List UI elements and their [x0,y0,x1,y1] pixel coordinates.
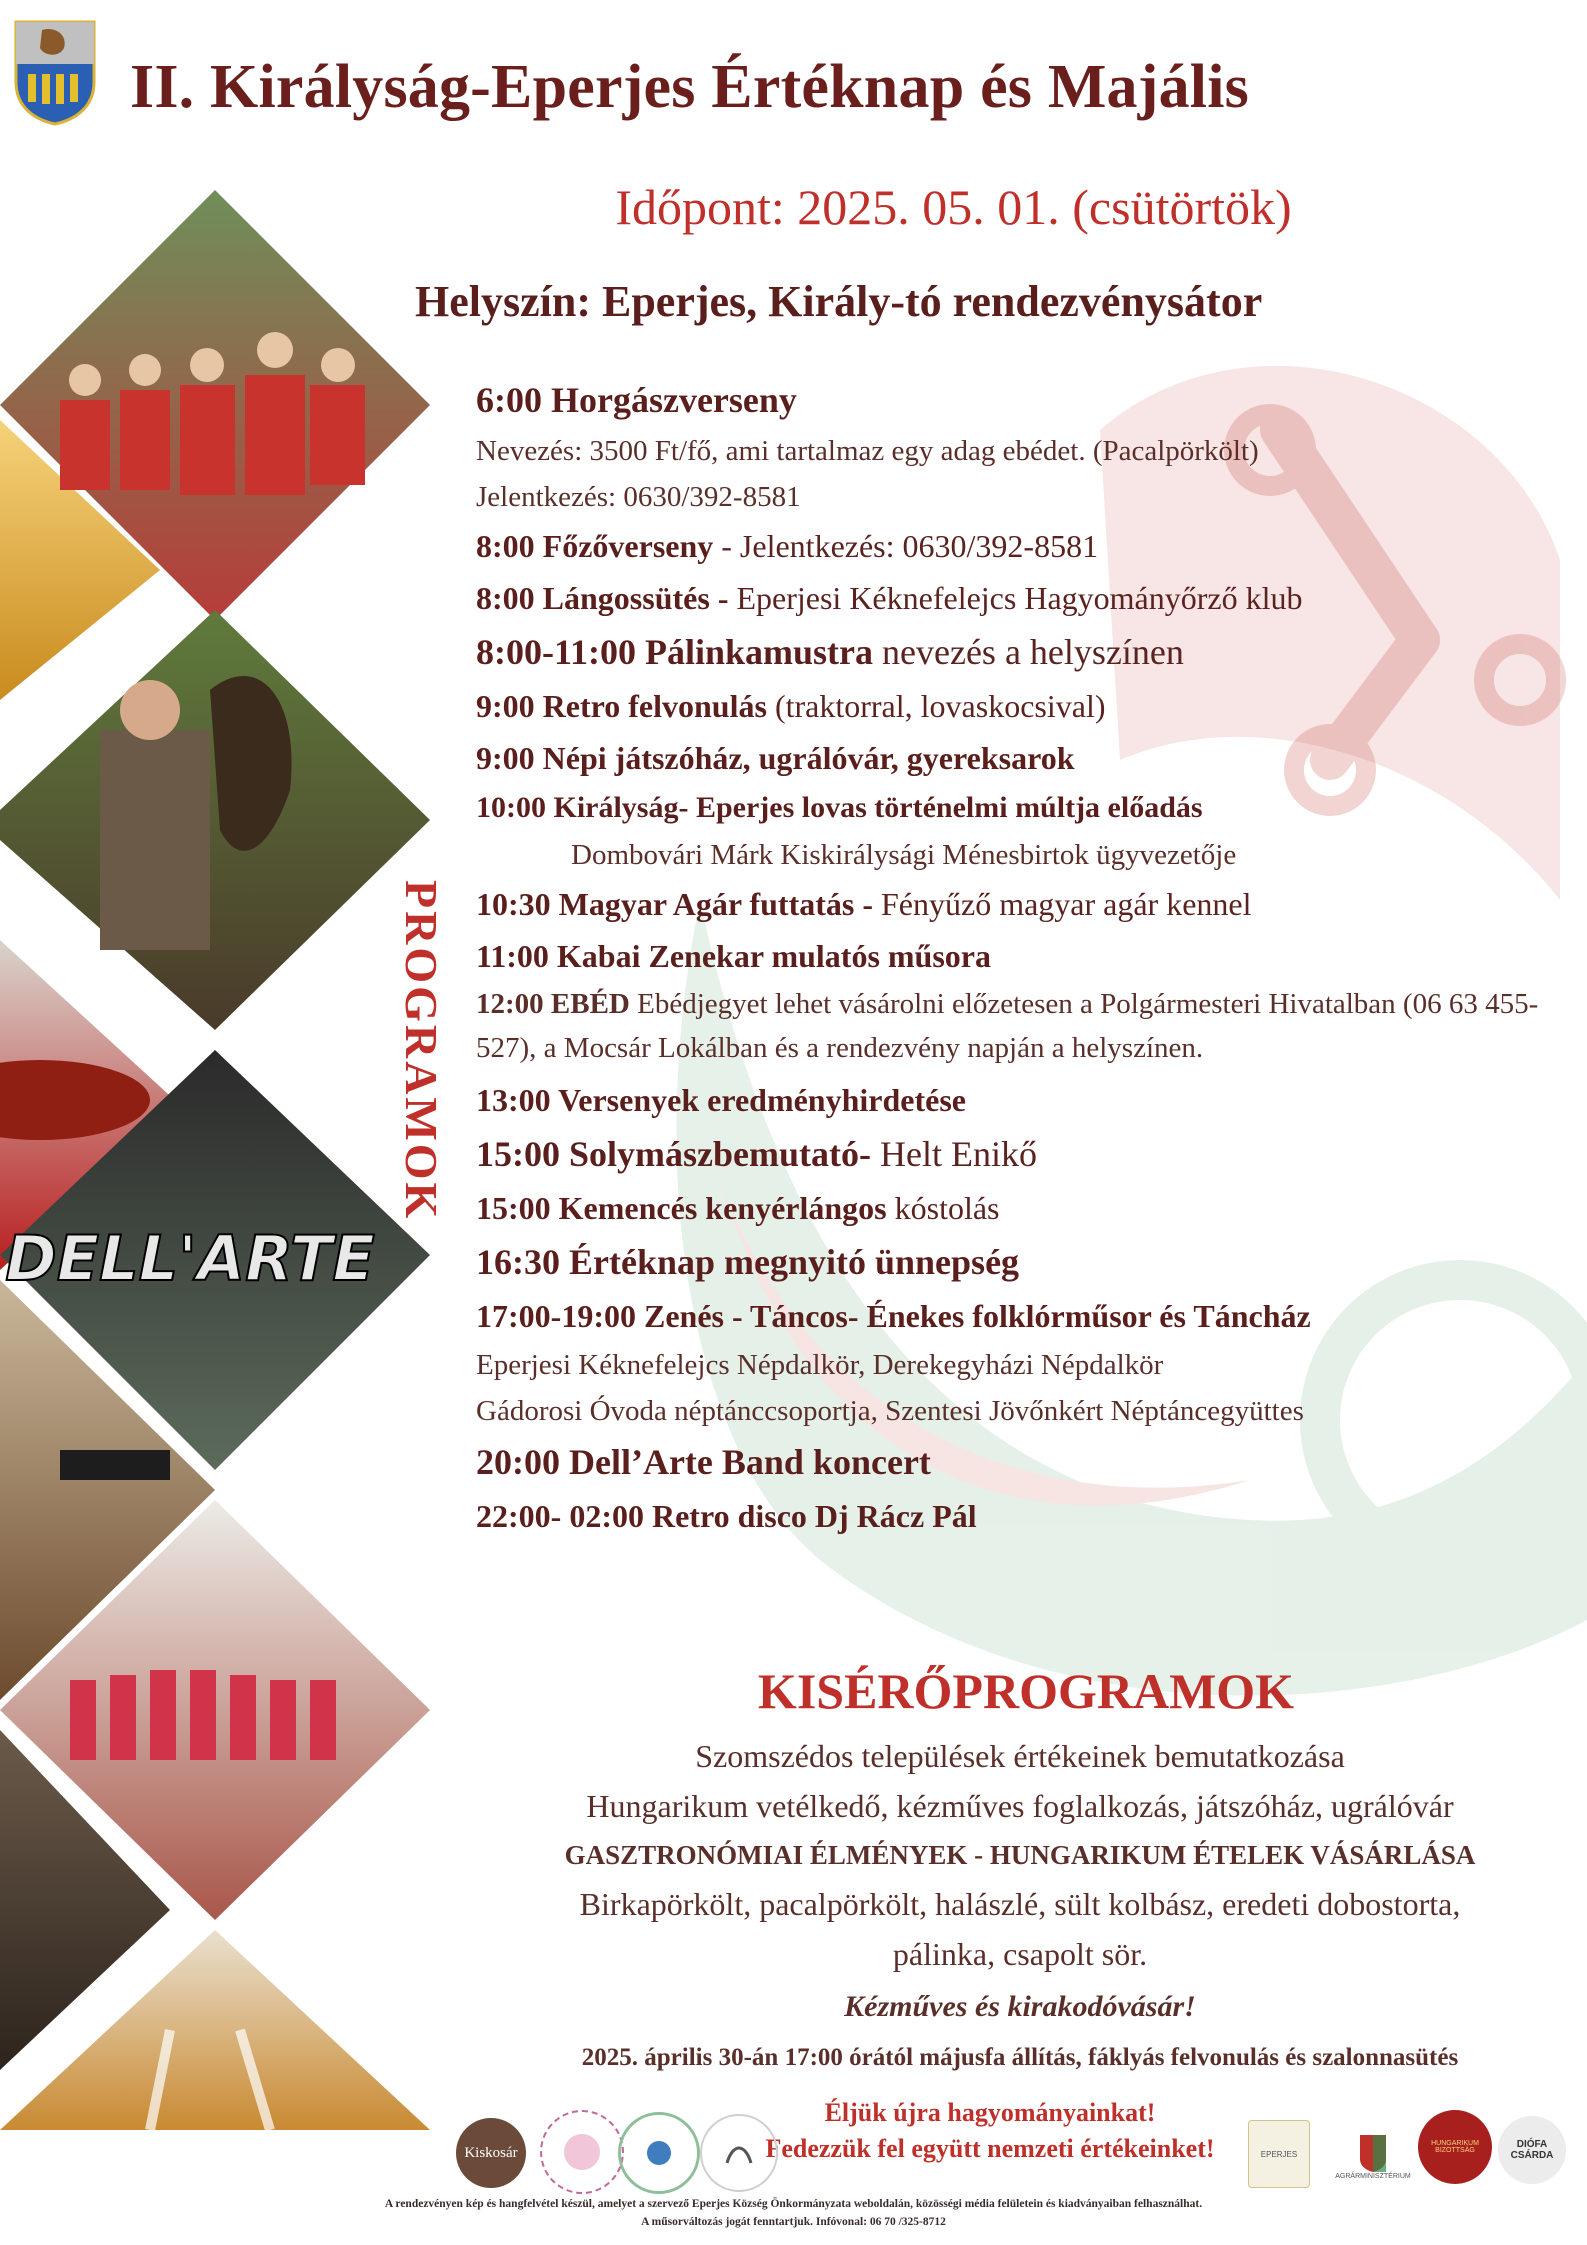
side-program-line: pálinka, csapolt sör. [892,1936,1148,1972]
fine-print-1: A rendezvényen kép és hangfelvétel készül, amelyet a szervező Eperjes Község Önkormányzata weboldalán, közösségi média felületein és kiadványaiban felhasználhat. [384,2198,1203,2210]
schedule-item: 15:00 Kemencés kenyérlángos kóstolás [476,1190,1000,1226]
side-program-fair: Kézműves és kirakodóvásár! [844,1990,1196,2023]
coat-of-arms-icon [14,18,96,126]
schedule-item: 8:00-11:00 Pálinkamustra nevezés a helyszínen [476,632,1184,672]
schedule-note: Nevezés: 3500 Ft/fő, ami tartalmaz egy adag ebédet. (Pacalpörkölt) [476,435,1259,467]
schedule-item: 9:00 Népi játszóház, ugrálóvár, gyereksarok [476,740,1075,776]
schedule-list [476,372,1566,1542]
event-date: Időpont: 2025. 05. 01. (csütörtök) [615,179,1292,235]
photo-falconer [0,610,430,1030]
programok-vertical-label: PROGRAMOK [396,880,447,1222]
hungarikum-logo: HUNGARIKUM BIZOTTSÁG [1418,2110,1492,2184]
fine-print-2: A műsorváltozás jogát fenntartjuk. Infóvonal: 06 70 /325-8712 [641,2216,946,2228]
schedule-note: Jelentkezés: 0630/392-8581 [476,481,801,513]
schedule-item: 20:00 Dell’Arte Band koncert [476,1442,931,1482]
event-venue: Helyszín: Eperjes, Király-tó rendezvénysátor [415,277,1263,326]
schedule-item: 15:00 Solymászbemutató- Helt Enikő [476,1134,1037,1174]
schedule-item: 11:00 Kabai Zenekar mulatós műsora [476,938,991,974]
side-program-line: Birkapörkölt, pacalpörkölt, halászlé, sült kolbász, eredeti dobostorta, [579,1886,1461,1922]
schedule-item-lunch: 12:00 EBÉD Ebédjegyet lehet vásárolni előzetesen a Polgármesteri Hivatalban (06 63 455-527), a Mocsár Lokálban és a rendezvény napján a helyszínen. [476,988,1539,1064]
partner-logo-1 [540,2110,624,2194]
side-program-line: Hungarikum vetélkedő, kézműves foglalkozás, játszóház, ugrálóvár [586,1788,1454,1824]
side-programs-title: KISÉRŐPROGRAMOK [757,1663,1295,1719]
page-title: II. Királyság-Eperjes Értéknap és Majális [130,53,1249,121]
schedule-item: 10:00 Királyság- Eperjes lovas történelmi múltja előadás [476,791,1203,824]
side-program-heading: GASZTRONÓMIAI ÉLMÉNYEK - HUNGARIKUM ÉTELEK VÁSÁRLÁSA [564,1840,1476,1870]
dellarte-text: DELL'ARTE [5,1222,375,1295]
schedule-item: 10:30 Magyar Agár futtatás - Fényűző magyar agár kennel [476,886,1252,922]
kiskosar-logo: Kiskosár [456,2118,526,2188]
side-program-line: Szomszédos települések értékeinek bemutatkozása [695,1738,1345,1774]
schedule-item: 17:00-19:00 Zenés - Táncos- Énekes folklórműsor és Táncház [476,1298,1311,1334]
schedule-note: Eperjesi Kéknefelejcs Népdalkör, Derekegyházi Népdalkör [476,1349,1164,1381]
schedule-item: 8:00 Főzőverseny - Jelentkezés: 0630/392-8581 [476,528,1099,564]
schedule-note: Dombovári Márk Kiskirálysági Ménesbirtok ügyvezetője [571,839,1237,871]
diofa-csarda-logo: DIÓFA CSÁRDA [1498,2116,1566,2184]
slogan-2: Fedezzük fel együtt nemzeti értékeinket! [765,2134,1215,2163]
schedule-item: 8:00 Lángossütés - Eperjesi Kéknefelejcs Hagyományőrző klub [476,580,1303,616]
slogan-1: Éljük újra hagyományainkat! [824,2098,1156,2127]
schedule-item: 9:00 Retro felvonulás (traktorral, lovaskocsival) [476,688,1106,724]
schedule-note: Gádorosi Óvoda néptánccsoportja, Szentesi Jövőnkért Néptáncegyüttes [476,1395,1304,1427]
agrarminiszterium-logo: AGRÁRMINISZTÉRIUM [1318,2116,1428,2196]
schedule-item: 22:00- 02:00 Retro disco Dj Rácz Pál [476,1498,977,1534]
schedule-item: 6:00 Horgászverseny [476,380,797,420]
schedule-item: 16:30 Értéknap megnyitó ünnepség [476,1242,1020,1282]
side-program-eve: 2025. április 30-án 17:00 órától májusfa állítás, fáklyás felvonulás és szalonnasütés [581,2044,1459,2071]
partner-logo-2 [618,2112,700,2194]
partner-logo-3 [700,2114,778,2192]
schedule-item: 13:00 Versenyek eredményhirdetése [476,1082,966,1118]
eperjes-logo: EPERJES [1248,2120,1310,2188]
